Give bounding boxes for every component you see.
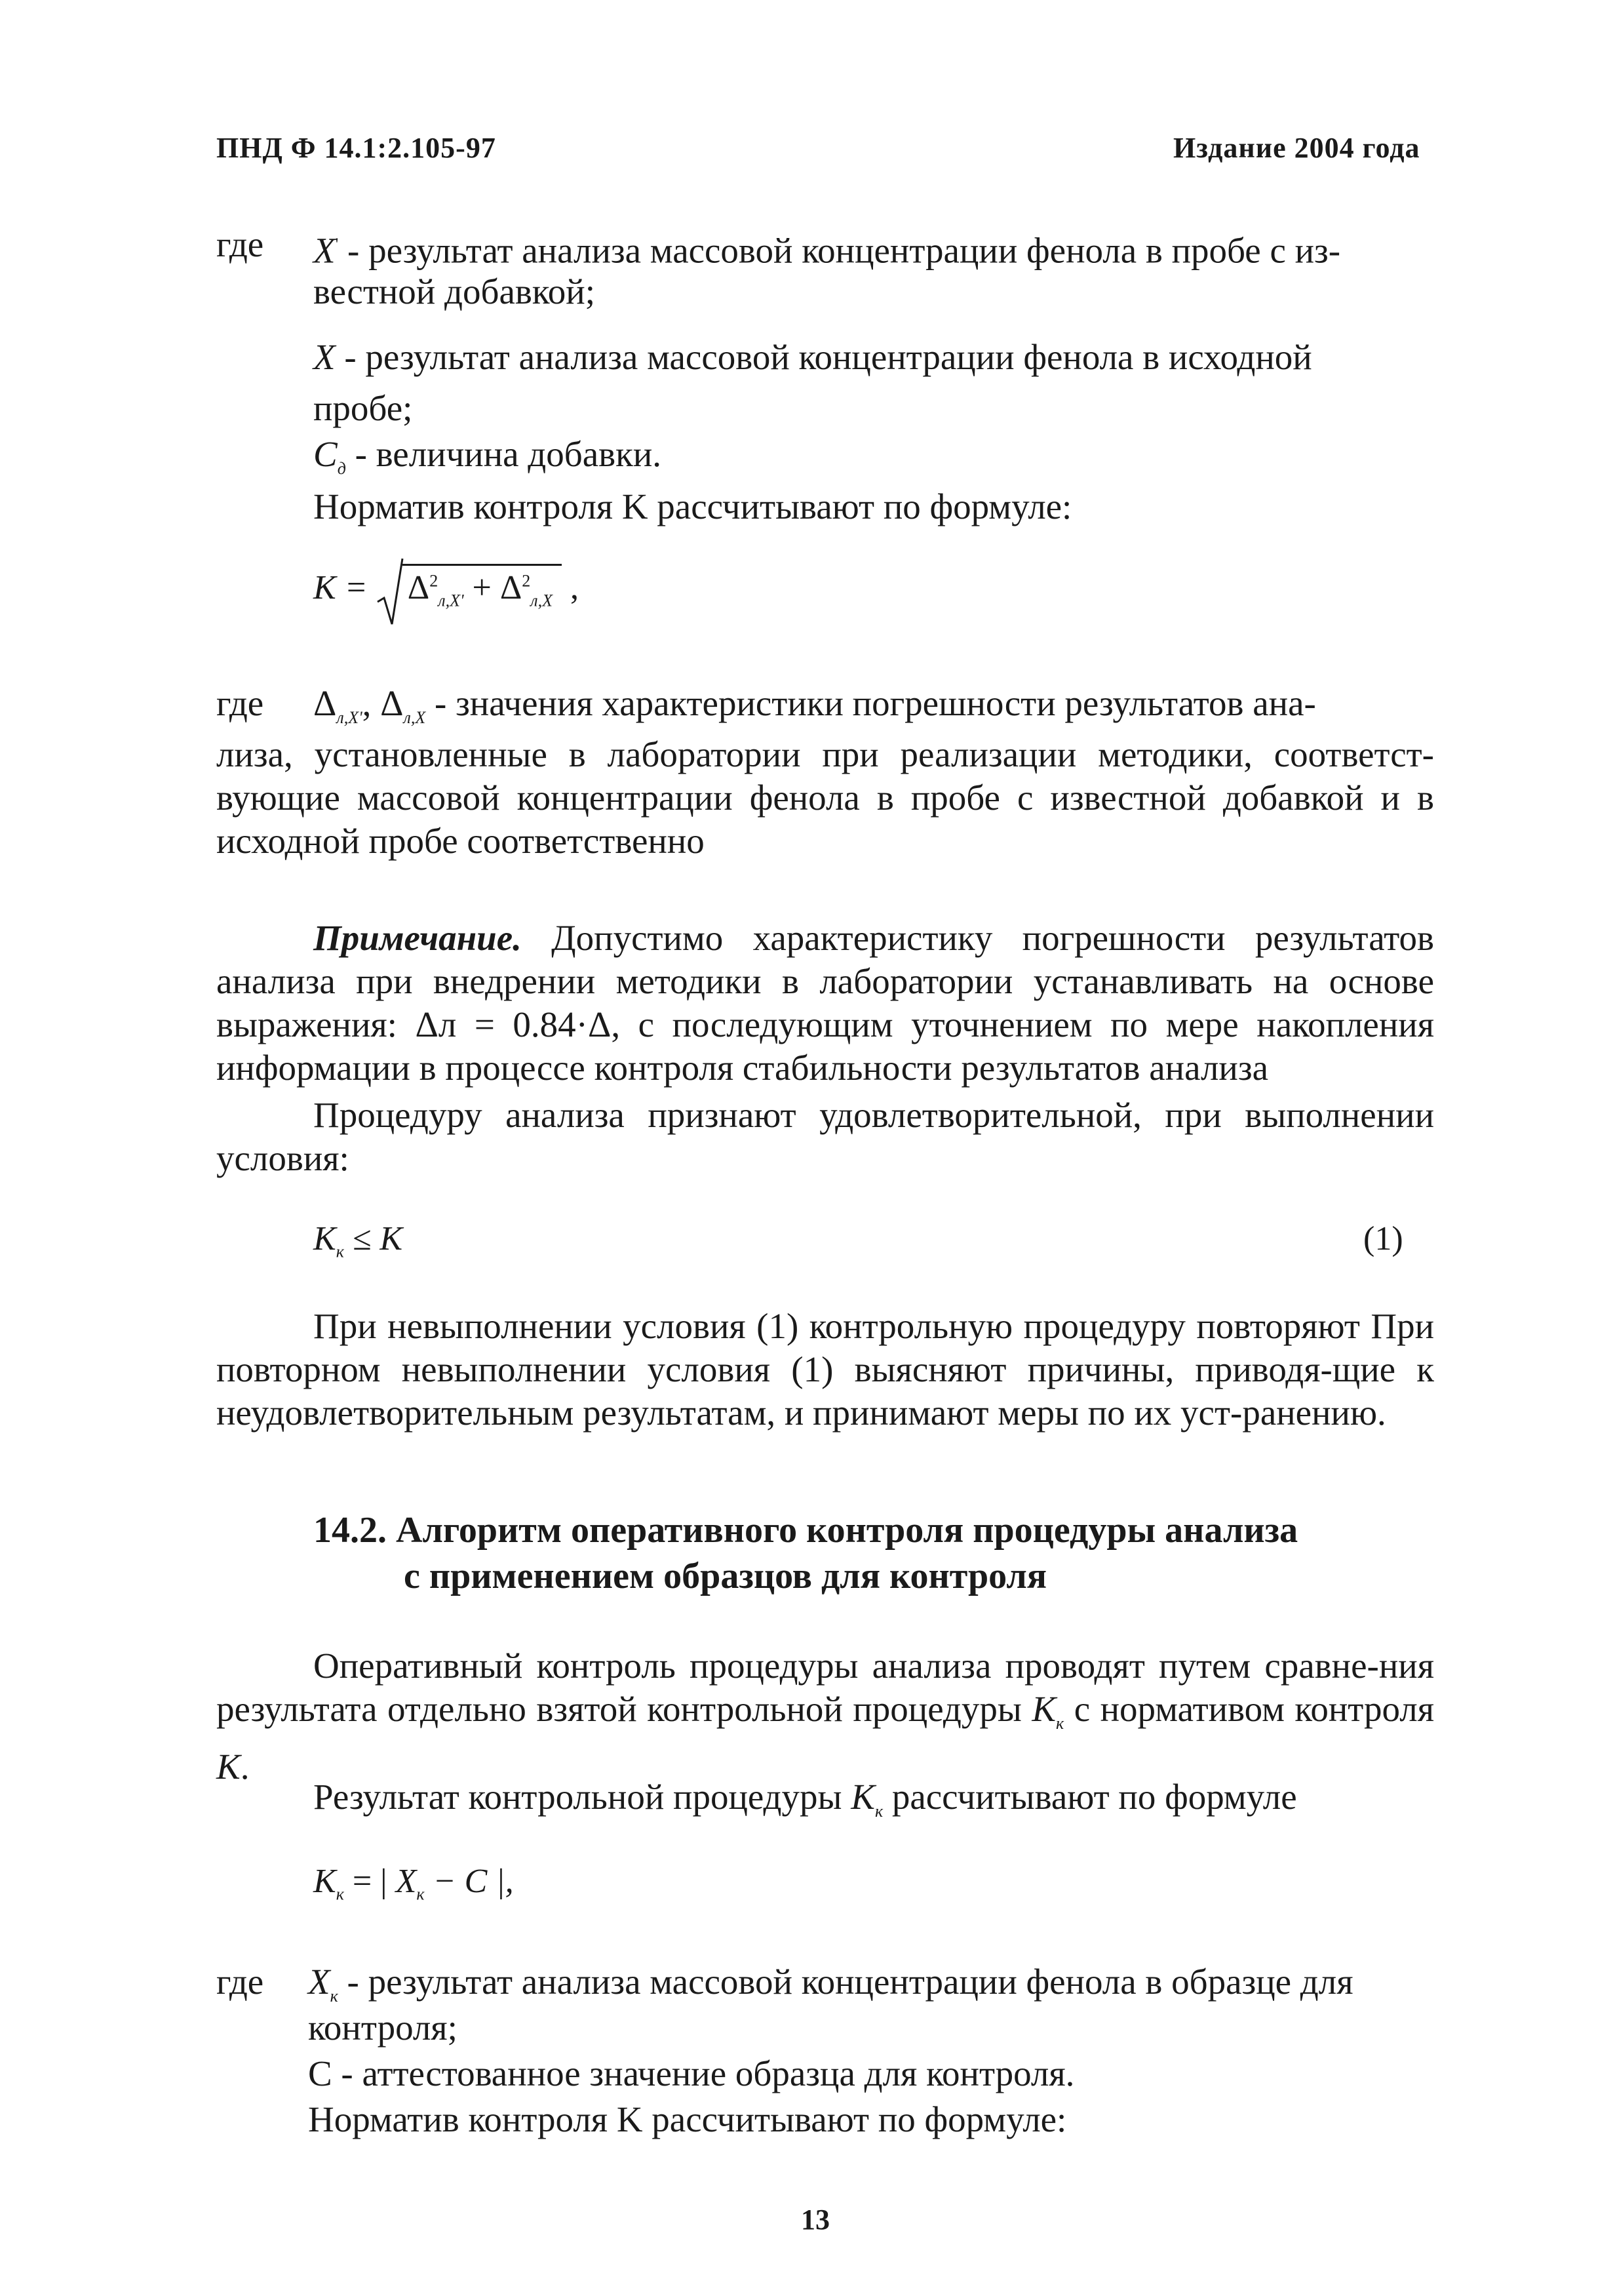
formula-k-sqrt	[313, 564, 579, 610]
condition-formula	[313, 1219, 402, 1261]
intro-k: K	[1032, 1689, 1057, 1729]
result-formula-intro	[313, 1775, 1297, 1833]
result-text-a: Результат контрольной процедуры	[313, 1777, 851, 1817]
note-paragraph	[216, 917, 1434, 1090]
xk-definition	[308, 1960, 1353, 2018]
section-heading-line-2: с применением образцов для контроля	[404, 1556, 1047, 1596]
delta-definition	[313, 682, 1316, 740]
f2-x: X	[395, 1863, 417, 1900]
result-k: K	[851, 1777, 875, 1817]
result-text-b: рассчитывают по формуле	[883, 1777, 1297, 1817]
xk-sub: к	[330, 1987, 338, 2006]
c-attested-definition: C - аттестованное значение образца для контроля.	[308, 2053, 1075, 2093]
intro-text-a: Оперативный контроль процедуры анализа проводят путем сравне-ния результата отдельно взятой контрольной процедуры	[216, 1646, 1434, 1729]
where-label-2: где	[216, 683, 264, 723]
intro-k-sub: к	[1056, 1714, 1064, 1733]
delta-1: Δ	[407, 569, 430, 606]
f2-eq: = |	[343, 1863, 396, 1900]
xk-continuation: контроля;	[308, 2008, 457, 2048]
xprime-continuation: вестной добавкой;	[313, 271, 595, 311]
condition-k: K	[313, 1220, 336, 1257]
x-definition	[313, 336, 1312, 379]
formula-kk	[313, 1862, 514, 1904]
x-symbol: X	[313, 337, 336, 377]
c-symbol: C	[313, 434, 338, 474]
repeat-paragraph: При невыполнении условия (1) контрольную процедуру повторяют При повторном невыполнении условия (1) выясняют причины, приводя-щие к неудовлетворительным результатам, и принимают меры по их уст-ранению.	[216, 1306, 1434, 1433]
delta-2-square: 2	[522, 571, 531, 591]
c-subscript: д	[337, 459, 346, 478]
plus-sign: +	[472, 569, 492, 606]
xk-symbol: X	[308, 1962, 330, 2002]
note-label: Примечание.	[313, 918, 522, 958]
delta-comma: ,	[362, 683, 372, 723]
where-label: где	[216, 224, 264, 264]
x-text: - результат анализа массовой концентрации фенола в исходной	[335, 337, 1312, 377]
delta-b-sub: л,X	[403, 708, 426, 727]
delta-2: Δ	[499, 569, 522, 606]
c-definition	[313, 433, 661, 490]
condition-relation: ≤ K	[343, 1220, 403, 1257]
f2-minus-c: − C |,	[424, 1863, 514, 1900]
c-text: - величина добавки.	[345, 434, 662, 474]
intro-text-c: .	[240, 1747, 250, 1787]
delta-a-sub: л,X'	[336, 708, 362, 727]
formula-k-lhs: K =	[313, 569, 368, 606]
f2-k: K	[313, 1863, 336, 1900]
page-number: 13	[801, 2204, 830, 2236]
delta-continuation: лиза, установленные в лаборатории при реализации методики, соответст-вующие массовой концентрации фенола в пробе с известной добавкой и в исходной пробе соответственно	[216, 734, 1434, 861]
xprime-mark: '	[335, 235, 339, 254]
intro-k2: K	[216, 1747, 241, 1787]
sqrt-body	[402, 564, 562, 610]
delta-b: Δ	[380, 683, 404, 723]
section-heading-line-1: 14.2. Алгоритм оперативного контроля процедуры анализа	[313, 1510, 1298, 1551]
formula-1-comma: ,	[570, 569, 579, 606]
xprime-symbol: X	[313, 230, 336, 271]
norm-formula-intro-1: Норматив контроля K рассчитывают по формуле:	[313, 486, 1072, 526]
xprime-text: - результат анализа массовой концентрации фенола в пробе с из-	[338, 230, 1341, 271]
f2-k-sub: к	[336, 1884, 344, 1904]
equation-number: (1)	[1363, 1220, 1403, 1257]
edition-label: Издание 2004 года	[1173, 132, 1420, 164]
f2-x-sub: к	[416, 1884, 425, 1904]
procedure-paragraph: Процедуру анализа признают удовлетворительной, при выполнении условия:	[216, 1095, 1434, 1178]
delta-1-sub: л,X'	[438, 591, 464, 610]
sqrt-sign	[376, 564, 562, 610]
result-k-sub: к	[874, 1802, 884, 1821]
where-label-3: где	[216, 1962, 264, 2002]
operational-control-paragraph	[216, 1644, 1434, 1789]
intro-text-b: с нормативом контроля	[1064, 1689, 1434, 1729]
condition-k-sub: к	[336, 1242, 344, 1261]
document-code: ПНД Ф 14.1:2.105-97	[216, 132, 496, 164]
delta-a: Δ	[313, 683, 337, 723]
radical-icon	[376, 556, 405, 628]
delta-text: - значения характеристики погрешности результатов ана-	[425, 683, 1316, 723]
x-continuation: пробе;	[313, 388, 413, 428]
delta-2-sub: л,X	[530, 591, 553, 610]
norm-formula-intro-2: Норматив контроля K рассчитывают по формуле:	[308, 2099, 1067, 2139]
xk-text: - результат анализа массовой концентрации фенола в образце для	[338, 1962, 1353, 2002]
xprime-definition	[313, 223, 1340, 272]
note-text: Допустимо характеристику погрешности результатов анализа при внедрении методики в лаборатории устанавливать на основе выражения: Δл = 0.84·Δ, с последующим уточнением по мере накопления информации в процессе контроля стабильности результатов анализа	[216, 918, 1434, 1088]
delta-1-square: 2	[429, 571, 438, 591]
